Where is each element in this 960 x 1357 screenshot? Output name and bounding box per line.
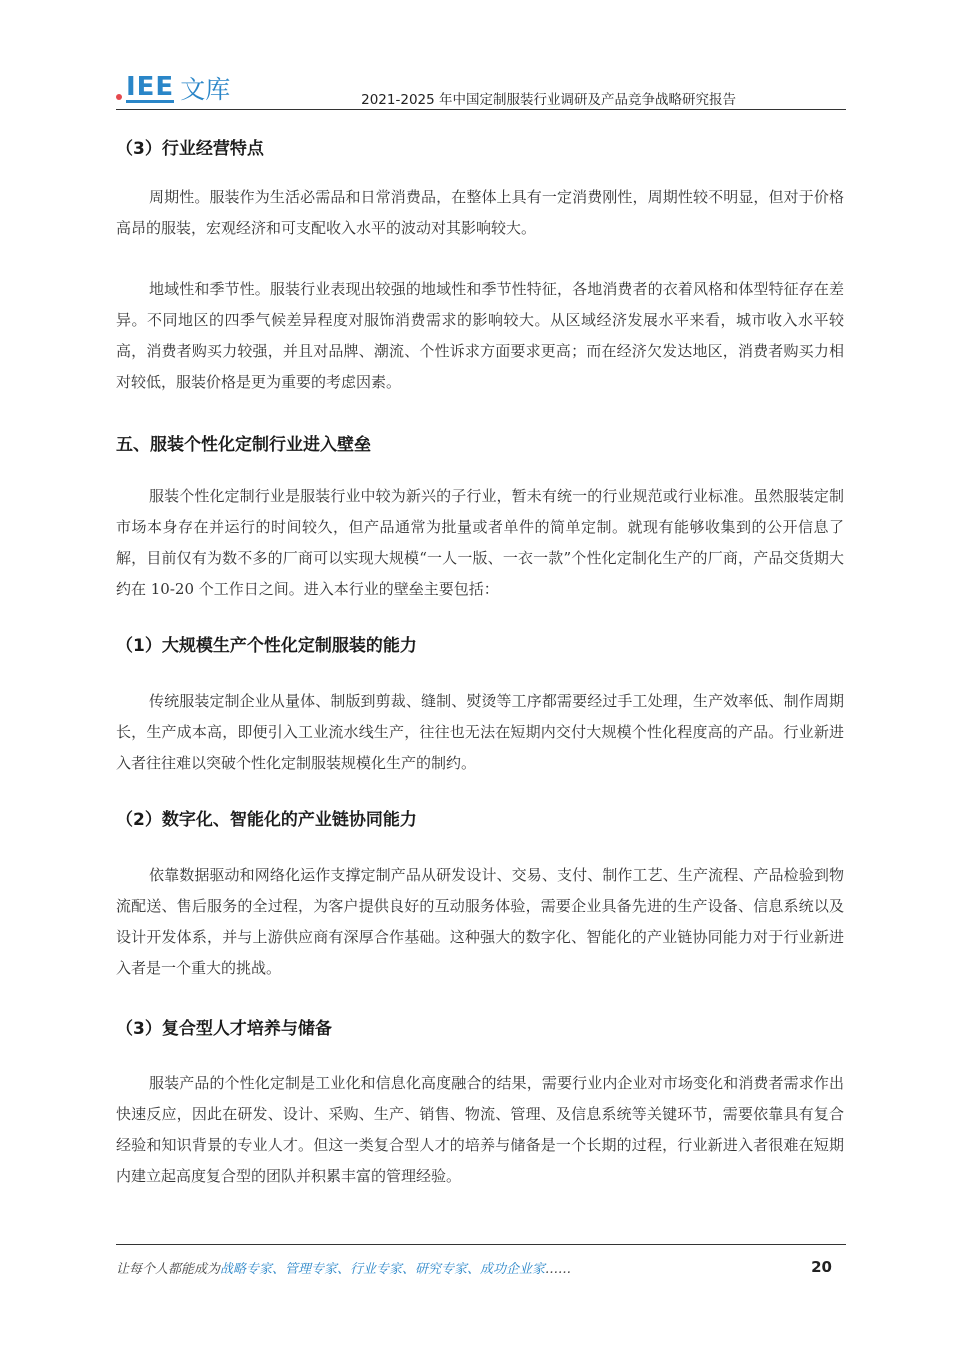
paragraph-entry-barriers: 服装个性化定制行业是服装行业中较为新兴的子行业，暂未有统一的行业规范或行业标准。虽然服装定制市场本身存在并运行的时间较久，但产品通常为批量或者单件的简单定制。就现有能够收集到的公开信息了解，目前仅有为数不多的厂商可以实现大规模“一人一版、一衣一款”个性化定制化生产的厂商，产品交货期大约在 10-20 个工作日之间。进入本行业的壁垒主要包括： bbox=[116, 487, 844, 598]
report-title: 2021-2025 年中国定制服装行业调研及产品竞争战略研究报告 bbox=[361, 92, 736, 108]
logo-dot-icon bbox=[116, 94, 122, 100]
slogan-highlight: 战略专家、管理专家、行业专家、研究专家、成功企业家 bbox=[220, 1262, 546, 1277]
slogan-prefix: 让每个人都能成为 bbox=[116, 1262, 221, 1277]
document-body bbox=[116, 128, 844, 1192]
paragraph-mass-customization: 传统服装定制企业从量体、制版到剪裁、缝制、熨烫等工序都需要经过手工处理，生产效率低、制作周期长，生产成本高，即便引入工业流水线生产，往往也无法在短期内交付大规模个性化程度高的产品。行业新进入者往往难以突破个性化定制服装规模化生产的制约。 bbox=[116, 692, 844, 772]
page-number: 20 bbox=[811, 1258, 832, 1276]
paragraph-digital-chain: 依靠数据驱动和网络化运作支撑定制产品从研发设计、交易、支付、制作工艺、生产流程、产品检验到物流配送、售后服务的全过程，为客户提供良好的互动服务体验，需要企业具备先进的生产设备、信息系统以及设计开发体系，并与上游供应商有深厚合作基础。这种强大的数字化、智能化的产业链协同能力对于行业新进入者是一个重大的挑战。 bbox=[116, 866, 844, 977]
heading-talent: （3）复合型人才培养与储备 bbox=[116, 1019, 332, 1039]
heading-mass-customization: （1）大规模生产个性化定制服装的能力 bbox=[116, 636, 417, 656]
page-footer bbox=[116, 1244, 846, 1277]
logo-text: 文库 bbox=[180, 75, 231, 104]
heading-entry-barriers: 五、服装个性化定制行业进入壁垒 bbox=[116, 435, 371, 455]
footer-slogan bbox=[116, 1258, 571, 1277]
page-header bbox=[116, 64, 846, 112]
logo-mark: IEE bbox=[126, 71, 175, 102]
paragraph-talent: 服装产品的个性化定制是工业化和信息化高度融合的结果，需要行业内企业对市场变化和消费者需求作出快速反应，因此在研发、设计、采购、生产、销售、物流、管理、及信息系统等关键环节，需要依靠具有复合经验和知识背景的专业人才。但这一类复合型人才的培养与储备是一个长期的过程，行业新进入者很难在短期内建立起高度复合型的团队并积累丰富的管理经验。 bbox=[116, 1074, 844, 1185]
footer-divider bbox=[116, 1244, 846, 1245]
paragraph-cyclicality: 周期性。服装作为生活必需品和日常消费品，在整体上具有一定消费刚性，周期性较不明显，但对于价格高昂的服装，宏观经济和可支配收入水平的波动对其影响较大。 bbox=[116, 188, 844, 237]
header-divider bbox=[116, 109, 846, 110]
paragraph-regional-seasonal: 地域性和季节性。服装行业表现出较强的地域性和季节性特征，各地消费者的衣着风格和体型特征存在差异。不同地区的四季气候差异程度对服饰消费需求的影响较大。从区域经济发展水平来看，城市收入水平较高，消费者购买力较强，并且对品牌、潮流、个性诉求方面要求更高；而在经济欠发达地区，消费者购买力相对较低，服装价格是更为重要的考虑因素。 bbox=[116, 280, 844, 391]
slogan-suffix: …… bbox=[545, 1262, 572, 1277]
heading-digital-chain: （2）数字化、智能化的产业链协同能力 bbox=[116, 810, 417, 830]
heading-operating-features: （3）行业经营特点 bbox=[116, 139, 264, 159]
logo bbox=[116, 70, 230, 106]
